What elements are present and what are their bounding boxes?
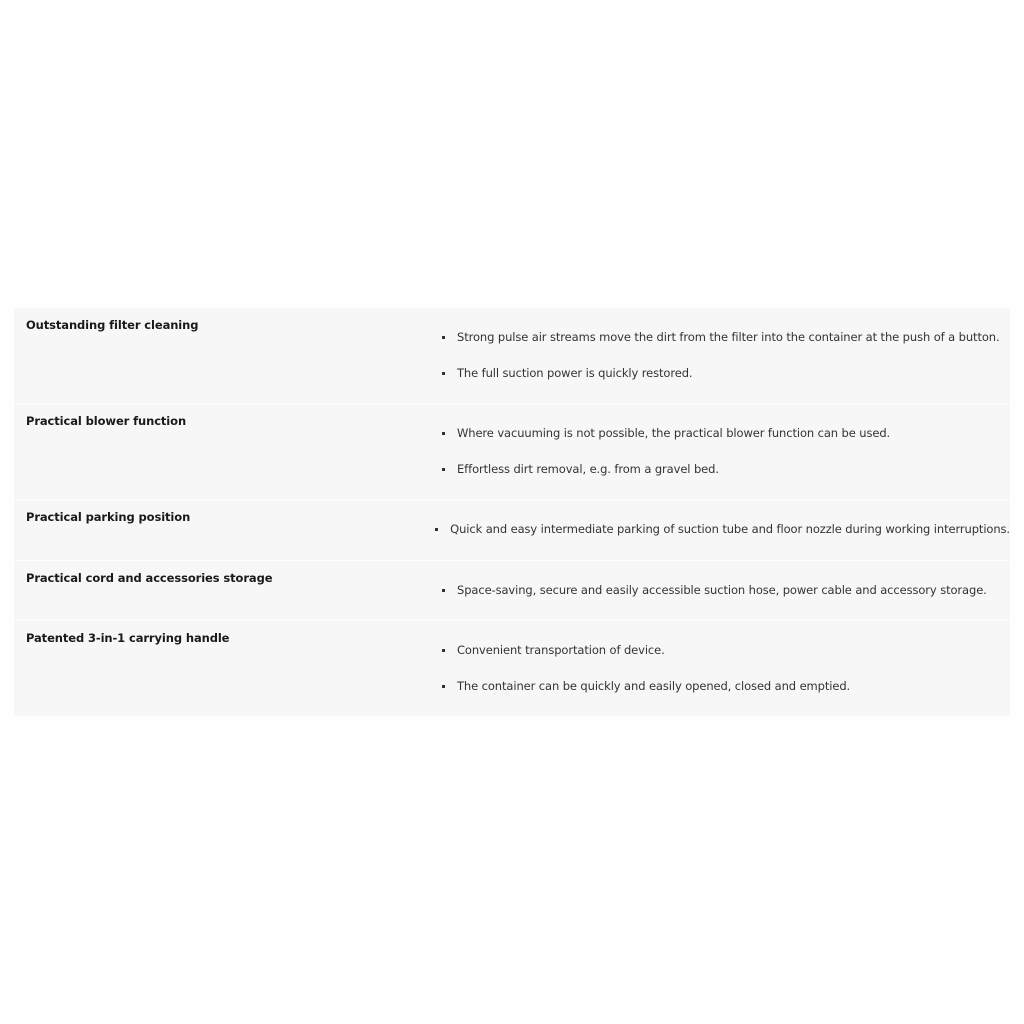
list-item bbox=[430, 366, 1010, 380]
feature-row bbox=[14, 404, 1010, 500]
feature-list bbox=[430, 561, 1010, 620]
feature-row bbox=[14, 621, 1010, 716]
features-table bbox=[14, 308, 1010, 716]
feature-point: Convenient transportation of device. bbox=[457, 643, 665, 657]
bullet-icon bbox=[442, 372, 445, 375]
list-item bbox=[430, 583, 1010, 597]
feature-row bbox=[14, 561, 1010, 621]
feature-point: Quick and easy intermediate parking of suction tube and floor nozzle during working interruptions. bbox=[450, 522, 1010, 536]
bullet-icon bbox=[442, 432, 445, 435]
feature-point: Strong pulse air streams move the dirt from the filter into the container at the push of a button. bbox=[457, 330, 1000, 344]
feature-title: Practical cord and accessories storage bbox=[26, 571, 273, 585]
list-item bbox=[430, 679, 1010, 693]
list-item bbox=[430, 643, 1010, 657]
bullet-icon bbox=[442, 468, 445, 471]
bullet-icon bbox=[442, 685, 445, 688]
feature-point: The full suction power is quickly restored. bbox=[457, 366, 693, 380]
feature-title: Practical parking position bbox=[26, 510, 191, 524]
feature-row bbox=[14, 308, 1010, 404]
feature-list bbox=[430, 308, 1010, 403]
feature-title: Patented 3-in-1 carrying handle bbox=[26, 631, 230, 645]
bullet-icon bbox=[442, 589, 445, 592]
feature-list bbox=[423, 500, 1010, 560]
feature-list bbox=[430, 404, 1010, 499]
feature-row bbox=[14, 500, 1010, 561]
bullet-icon bbox=[435, 528, 438, 531]
feature-title: Practical blower function bbox=[26, 414, 187, 428]
bullet-icon bbox=[442, 336, 445, 339]
feature-point: Effortless dirt removal, e.g. from a gravel bed. bbox=[457, 462, 719, 476]
feature-point: The container can be quickly and easily opened, closed and emptied. bbox=[457, 679, 851, 693]
feature-point: Space-saving, secure and easily accessible suction hose, power cable and accessory storage. bbox=[457, 583, 987, 597]
feature-point: Where vacuuming is not possible, the practical blower function can be used. bbox=[457, 426, 891, 440]
list-item bbox=[430, 462, 1010, 476]
feature-title: Outstanding filter cleaning bbox=[26, 318, 199, 332]
feature-list bbox=[430, 621, 1010, 716]
list-item bbox=[423, 522, 1010, 536]
bullet-icon bbox=[442, 649, 445, 652]
list-item bbox=[430, 426, 1010, 440]
list-item bbox=[430, 330, 1010, 344]
